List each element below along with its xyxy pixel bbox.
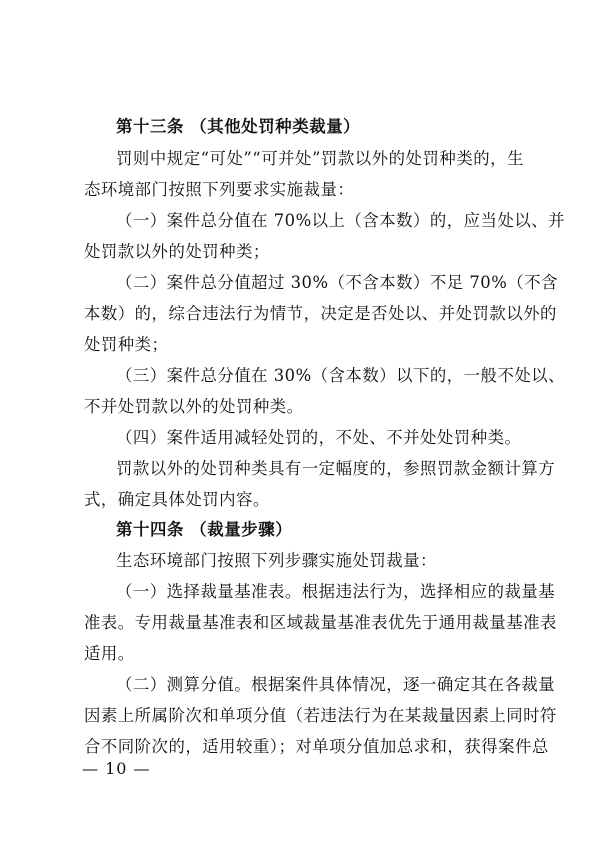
article-14-heading: 第十四条 （裁量步骤） bbox=[116, 520, 293, 539]
paragraph-line: （一）案件总分值在 70%以上（含本数）的，应当处以、并 bbox=[116, 211, 566, 230]
paragraph-line: （三）案件总分值在 30%（含本数）以下的，一般不处以、 bbox=[116, 366, 566, 385]
paragraph-line: （一）选择裁量基准表。根据违法行为，选择相应的裁量基 bbox=[116, 582, 556, 601]
article-13-heading: 第十三条 （其他处罚种类裁量） bbox=[116, 117, 361, 136]
paragraph-line: 态环境部门按照下列要求实施裁量： bbox=[84, 180, 355, 199]
paragraph-line: （二）案件总分值超过 30%（不含本数）不足 70%（不含 bbox=[116, 273, 558, 292]
paragraph-line: （二）测算分值。根据案件具体情况，逐一确定其在各裁量 bbox=[116, 675, 556, 694]
paragraph-line: 罚款以外的处罚种类具有一定幅度的，参照罚款金额计算方 bbox=[116, 459, 556, 478]
paragraph-line: 合不同阶次的，适用较重）；对单项分值加总求和，获得案件总 bbox=[84, 737, 549, 756]
paragraph-line: 罚则中规定“可处”“可并处”罚款以外的处罚种类的，生 bbox=[116, 149, 524, 168]
paragraph-line: 处罚种类； bbox=[84, 335, 169, 354]
page-number: — 10 — bbox=[82, 759, 151, 778]
paragraph-line: 不并处罚款以外的处罚种类。 bbox=[84, 397, 304, 416]
paragraph-line: 适用。 bbox=[84, 644, 135, 663]
paragraph-line: 准表。专用裁量基准表和区域裁量基准表优先于通用裁量基准表 bbox=[84, 613, 557, 632]
paragraph-line: （四）案件适用减轻处罚的，不处、不并处处罚种类。 bbox=[116, 428, 522, 447]
paragraph-line: 因素上所属阶次和单项分值（若违法行为在某裁量因素上同时符 bbox=[84, 706, 557, 725]
paragraph-line: 生态环境部门按照下列步骤实施处罚裁量： bbox=[116, 551, 437, 570]
paragraph-line: 式，确定具体处罚内容。 bbox=[84, 490, 270, 509]
paragraph-line: 本数）的，综合违法行为情节，决定是否处以、并处罚款以外的 bbox=[84, 304, 557, 323]
paragraph-line: 处罚款以外的处罚种类； bbox=[84, 242, 270, 261]
